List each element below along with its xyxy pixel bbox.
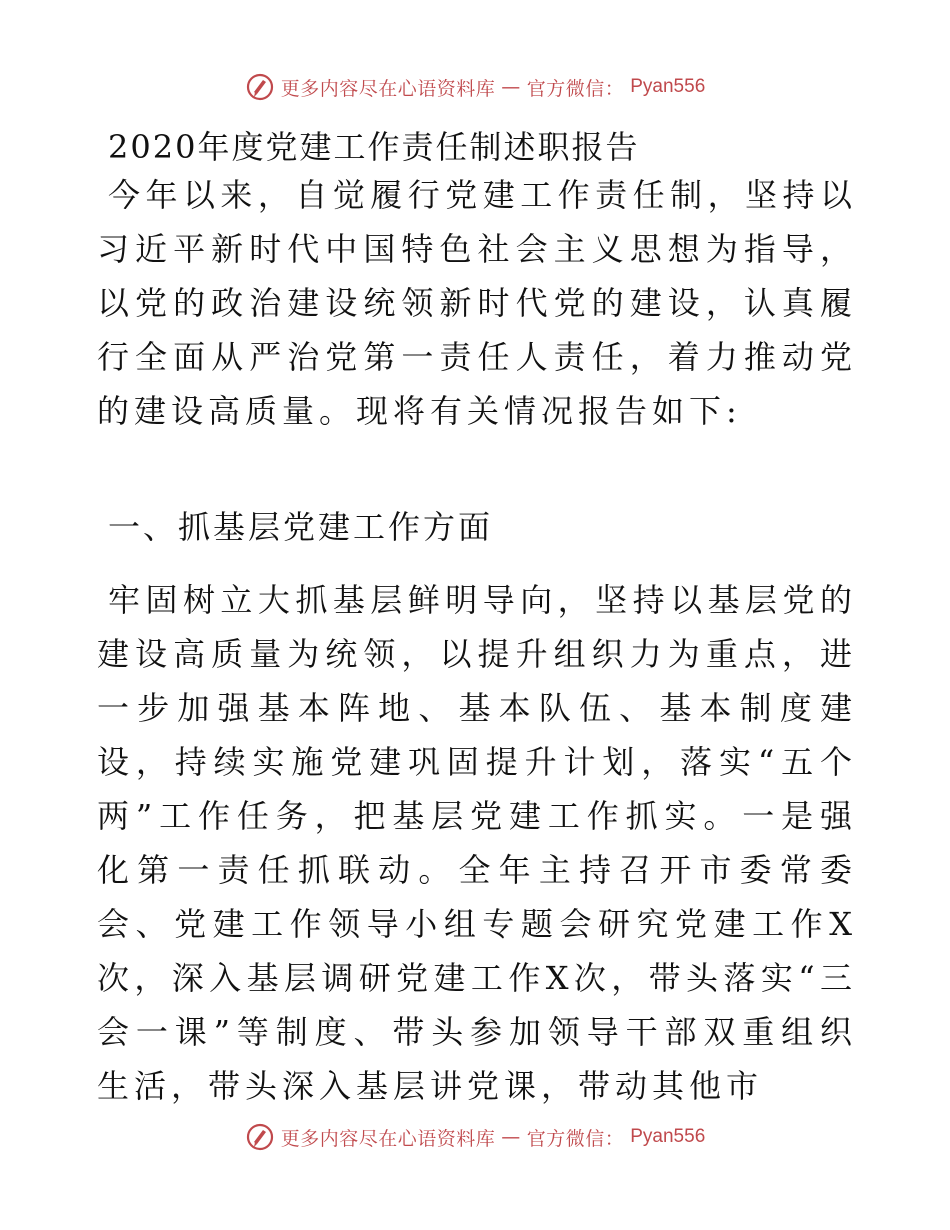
watermark-separator: — <box>501 76 521 98</box>
section-heading: 一、抓基层党建工作方面 <box>108 508 494 546</box>
watermark-header <box>0 72 950 102</box>
watermark-footer <box>0 1122 950 1152</box>
document-title: 2020年度党建工作责任制述职报告 <box>108 128 640 166</box>
watermark-wechat-id: Pyan556 <box>630 1126 706 1147</box>
watermark-wechat-id: Pyan556 <box>630 76 706 97</box>
watermark-brand-text: 更多内容尽在心语资料库 <box>280 1127 496 1150</box>
intro-paragraph: 今年以来，自觉履行党建工作责任制，坚持以习近平新时代中国特色社会主义思想为指导，以党的政治建设统领新时代党的建设，认真履行全面从严治党第一责任人责任，着力推动党的建设高质量。现将有关情况报告如下: <box>97 176 857 430</box>
watermark-label: 官方微信： <box>526 77 625 100</box>
watermark-logo-icon <box>245 1122 275 1152</box>
watermark-brand-text: 更多内容尽在心语资料库 <box>280 77 496 100</box>
section-body-paragraph: 牢固树立大抓基层鲜明导向，坚持以基层党的建设高质量为统领，以提升组织力为重点，进一步加强基本阵地、基本队伍、基本制度建设，持续实施党建巩固提升计划，落实“五个两”工作任务，把基层党建工作抓实。一是强化第一责任抓联动。全年主持召开市委常委会、党建工作领导小组专题会研究党建工作X次，深入基层调研党建工作X次，带头落实“三会一课”等制度、带头参加领导干部双重组织生活，带头深入基层讲党课，带动其他市 <box>97 581 857 1105</box>
watermark-logo-icon <box>245 72 275 102</box>
watermark-separator: — <box>501 1126 521 1148</box>
watermark-label: 官方微信： <box>526 1127 625 1150</box>
